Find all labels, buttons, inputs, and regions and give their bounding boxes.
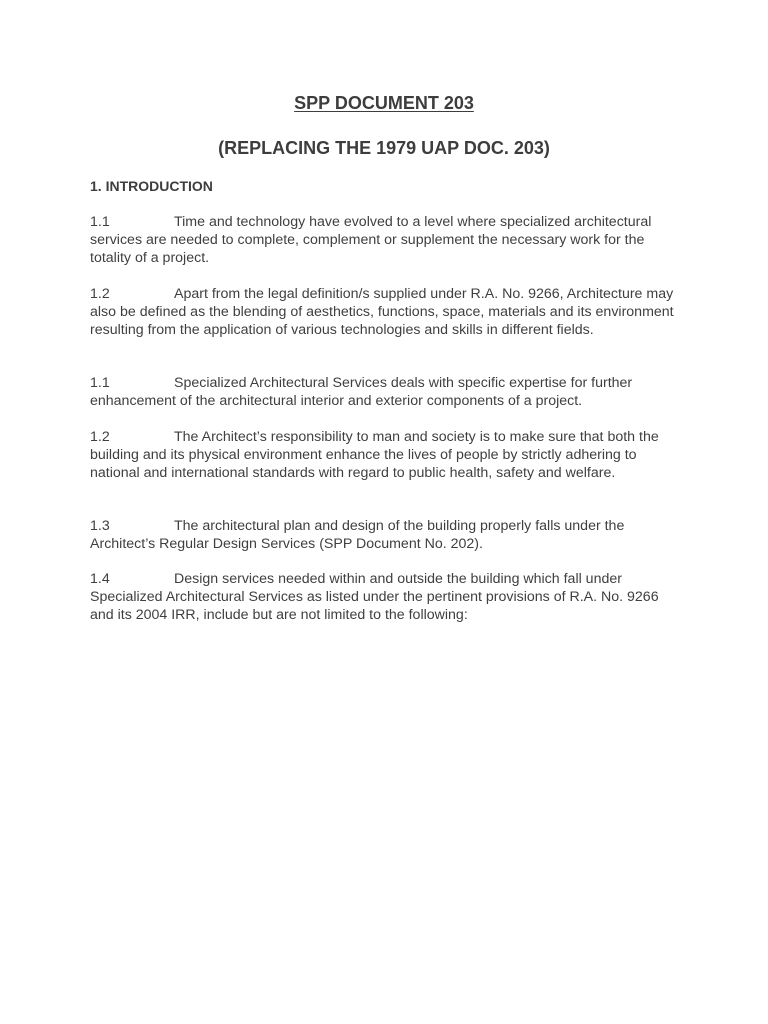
paragraph-6 xyxy=(90,570,680,624)
section-heading-introduction: 1. INTRODUCTION xyxy=(90,178,213,194)
document-title: SPP DOCUMENT 203 xyxy=(294,93,474,113)
paragraph-number: 1.1 xyxy=(90,214,110,230)
document-subtitle: (REPLACING THE 1979 UAP DOC. 203) xyxy=(218,138,550,158)
paragraph-text: Specialized Architectural Services deals with specific expertise for further enhancement of the architectural interior and exterior components of a project. xyxy=(90,375,633,409)
paragraph-5 xyxy=(90,517,680,553)
paragraph-1 xyxy=(90,213,680,267)
paragraph-2 xyxy=(90,285,680,339)
paragraph-number: 1.2 xyxy=(90,286,110,302)
paragraph-number: 1.1 xyxy=(90,375,110,391)
paragraph-text: Design services needed within and outside the building which fall under Specialized Architectural Services as listed under the pertinent provisions of R.A. No. 9266 and its 2004 IRR, include but are not limited to the following: xyxy=(90,571,659,623)
paragraph-number: 1.4 xyxy=(90,571,110,587)
paragraph-3 xyxy=(90,374,680,410)
paragraph-text: Apart from the legal definition/s supplied under R.A. No. 9266, Architecture may also be defined as the blending of aesthetics, functions, space, materials and its environment resulting from the application of various technologies and skills in different fields. xyxy=(90,286,674,338)
paragraph-text: The architectural plan and design of the building properly falls under the Architect’s Regular Design Services (SPP Document No. 202). xyxy=(90,518,625,552)
paragraph-text: Time and technology have evolved to a level where specialized architectural services are needed to complete, complement or supplement the necessary work for the totality of a project. xyxy=(90,214,652,266)
paragraph-number: 1.3 xyxy=(90,518,110,534)
paragraph-4 xyxy=(90,428,680,482)
paragraph-text: The Architect’s responsibility to man and society is to make sure that both the building and its physical environment enhance the lives of people by strictly adhering to national and international standards with regard to public health, safety and welfare. xyxy=(90,429,659,481)
paragraph-number: 1.2 xyxy=(90,429,110,445)
